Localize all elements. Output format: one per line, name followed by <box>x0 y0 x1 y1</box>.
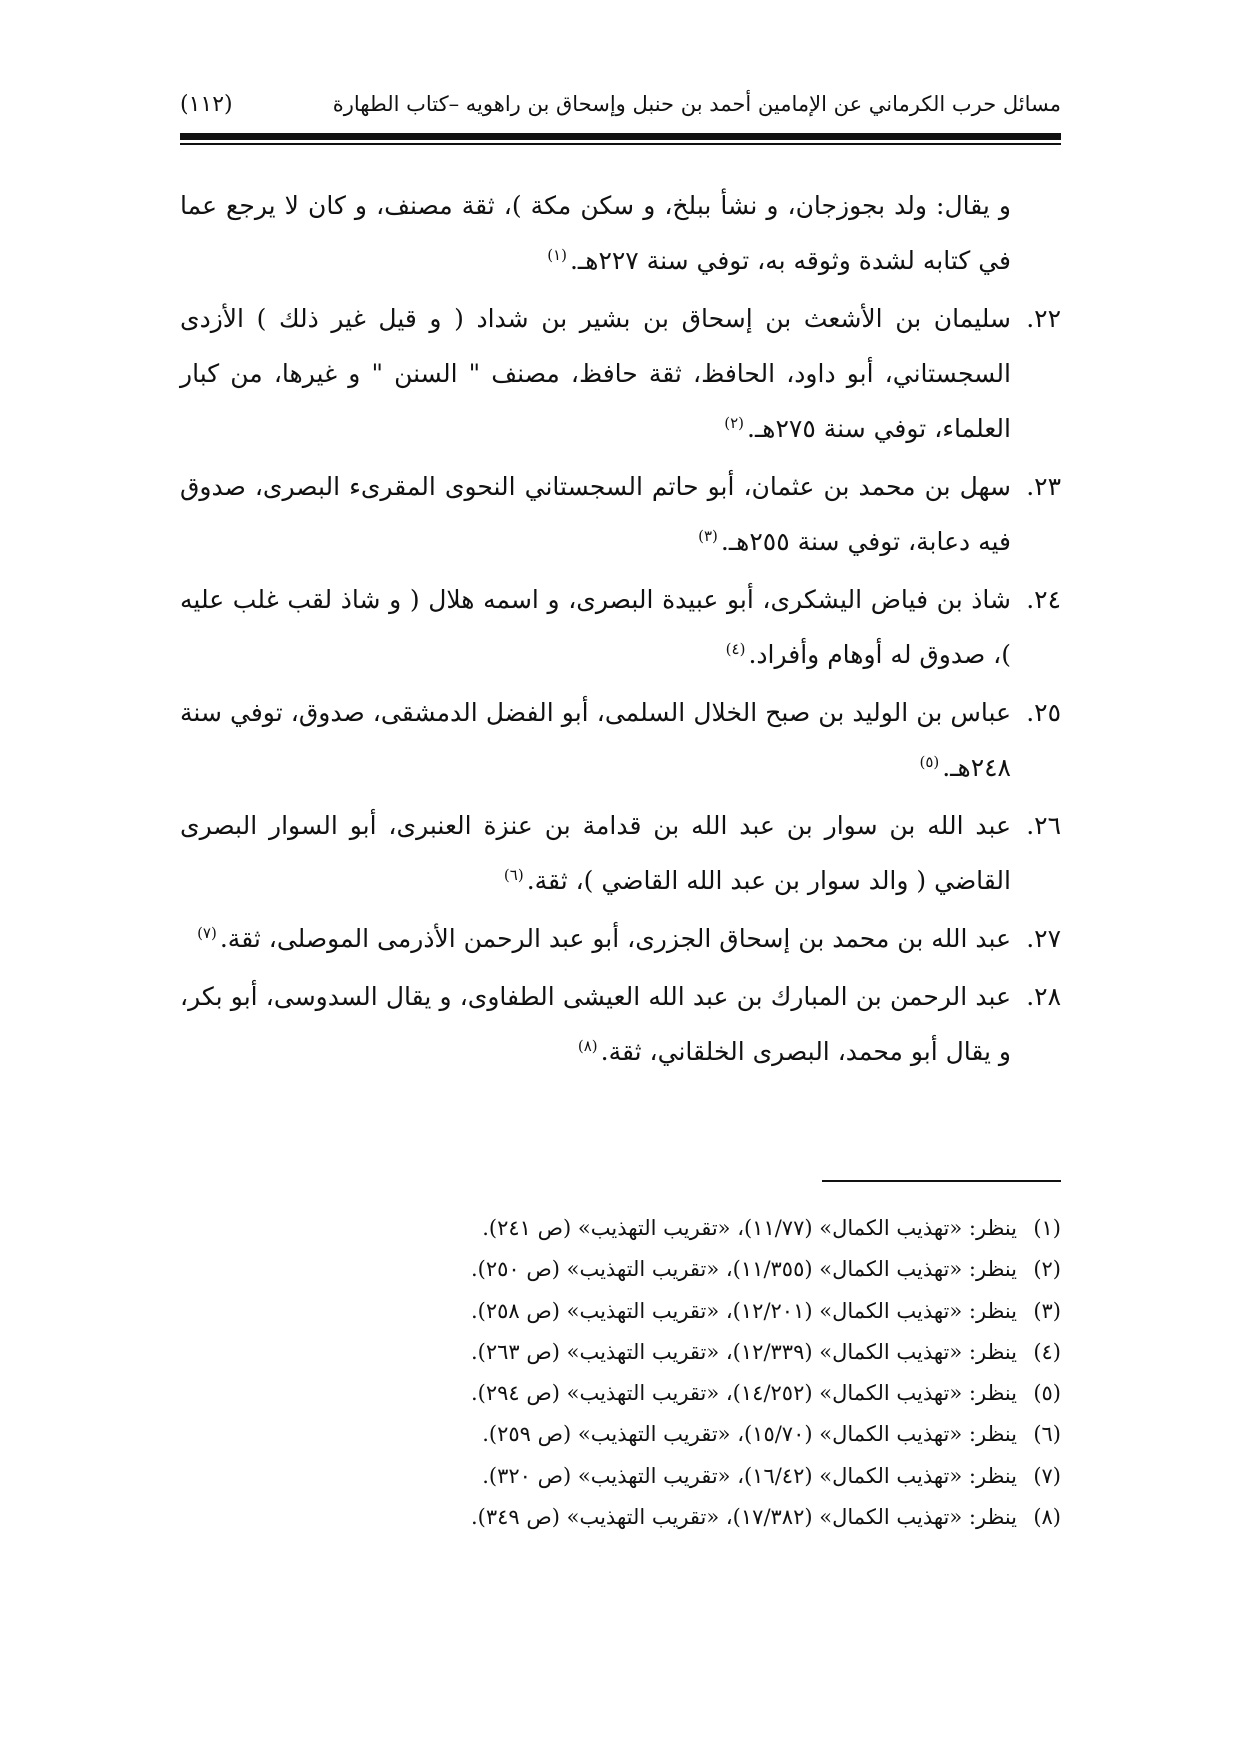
entry-24 <box>180 572 1061 682</box>
footnote-item <box>180 1208 1061 1249</box>
body-text <box>180 178 1061 1082</box>
footnote-item <box>180 1414 1061 1455</box>
entry-25 <box>180 685 1061 795</box>
entry-number: ٢٥. <box>1026 698 1061 727</box>
entry-22 <box>180 291 1061 456</box>
entry-number: ٢٧. <box>1026 924 1061 953</box>
footnote-ref: (٢) <box>724 413 745 432</box>
footnote-ref: (٧) <box>197 923 217 942</box>
entry-text: عباس بن الوليد بن صبح الخلال السلمى، أبو الفضل الدمشقى، صدوق، توفي سنة ٢٤٨هـ. <box>180 698 1011 782</box>
entry-text: سهل بن محمد بن عثمان، أبو حاتم السجستاني النحوى المقرىء البصرى، صدوق فيه دعابة، توفي سنة ٢٥٥هـ. <box>180 472 1011 556</box>
footnote-text: ينظر: «تهذيب الكمال» (١٢/٢٠١)، «تقريب التهذيب» (ص ٢٥٨). <box>470 1298 1017 1323</box>
footnote-number: (٣) <box>1033 1298 1061 1323</box>
entry-23 <box>180 459 1061 569</box>
footnote-text: ينظر: «تهذيب الكمال» (١٧/٣٨٢)، «تقريب التهذيب» (ص ٣٤٩). <box>470 1505 1017 1530</box>
entry-number: ٢٨. <box>1026 982 1061 1011</box>
footnote-number: (٧) <box>1033 1463 1061 1488</box>
entry-26 <box>180 798 1061 908</box>
footnote-separator <box>822 1180 1061 1182</box>
footnote-item <box>180 1332 1061 1373</box>
entry-text: عبد الله بن محمد بن إسحاق الجزرى، أبو عبد الرحمن الأذرمى الموصلى، ثقة. <box>219 924 1011 953</box>
footnote-ref: (١) <box>547 245 567 264</box>
entry-number: ٢٣. <box>1026 472 1061 501</box>
footnote-ref: (٨) <box>577 1036 598 1055</box>
header-rule-thin <box>180 143 1061 145</box>
footnote-ref: (٣) <box>698 526 718 545</box>
footnotes <box>180 1208 1061 1538</box>
entry-28 <box>180 969 1061 1079</box>
header-title: مسائل حرب الكرماني عن الإمامين أحمد بن حنبل وإسحاق بن راهويه –كتاب الطهارة <box>332 92 1061 116</box>
footnote-item <box>180 1456 1061 1497</box>
header-rule-thick <box>180 133 1061 140</box>
entry-number: ٢٤. <box>1026 585 1061 614</box>
footnote-number: (٦) <box>1033 1422 1061 1447</box>
footnote-text: ينظر: «تهذيب الكمال» (١١/٧٧)، «تقريب التهذيب» (ص ٢٤١). <box>482 1216 1017 1240</box>
footnote-item <box>180 1249 1061 1290</box>
footnote-number: (٨) <box>1033 1505 1061 1530</box>
footnote-text: ينظر: «تهذيب الكمال» (١٤/٢٥٢)، «تقريب التهذيب» (ص ٢٩٤). <box>470 1381 1017 1406</box>
running-header <box>180 84 1061 124</box>
entry-number: ٢٦. <box>1026 811 1061 840</box>
page-number: (١١٢) <box>180 91 233 117</box>
footnote-ref: (٥) <box>919 752 940 771</box>
footnote-item <box>180 1291 1061 1332</box>
entry-text: سليمان بن الأشعث بن إسحاق بن بشير بن شداد ( و قيل غير ذلك ) الأزدى السجستاني، أبو داود، الحافظ، ثقة حافظ، مصنف " السنن " و غيرها، من كبار العلماء، توفي سنة ٢٧٥هـ. <box>180 304 1011 443</box>
footnote-ref: (٦) <box>503 865 524 884</box>
entry-text: شاذ بن فياض اليشكرى، أبو عبيدة البصرى، و اسمه هلال ( و شاذ لقب غلب عليه )، صدوق له أوهام وأفراد. <box>180 585 1011 669</box>
footnote-item <box>180 1373 1061 1414</box>
entry-text: عبد الرحمن بن المبارك بن عبد الله العيشى الطفاوى، و يقال السدوسى، أبو بكر، و يقال أبو محمد، البصرى الخلقاني، ثقة. <box>180 982 1011 1066</box>
footnote-text: ينظر: «تهذيب الكمال» (١٢/٣٣٩)، «تقريب التهذيب» (ص ٢٦٣). <box>470 1339 1017 1364</box>
continuation-paragraph <box>180 178 1061 288</box>
entry-27 <box>180 911 1061 966</box>
footnote-number: (٤) <box>1033 1339 1061 1364</box>
continuation-text: و يقال: ولد بجوزجان، و نشأ ببلخ، و سكن مكة )، ثقة مصنف، و كان لا يرجع عما في كتابه لشدة وثوقه به، توفي سنة ٢٢٧هـ. <box>180 191 1011 275</box>
footnote-number: (٢) <box>1033 1257 1061 1282</box>
footnote-text: ينظر: «تهذيب الكمال» (١١/٣٥٥)، «تقريب التهذيب» (ص ٢٥٠). <box>470 1257 1017 1282</box>
footnote-text: ينظر: «تهذيب الكمال» (١٦/٤٢)، «تقريب التهذيب» (ص ٣٢٠). <box>482 1463 1017 1488</box>
entry-number: ٢٢. <box>1026 304 1061 333</box>
footnote-ref: (٤) <box>725 639 746 658</box>
footnote-number: (٥) <box>1033 1381 1061 1406</box>
footnote-item <box>180 1497 1061 1538</box>
footnote-number: (١) <box>1033 1216 1061 1240</box>
footnote-text: ينظر: «تهذيب الكمال» (١٥/٧٠)، «تقريب التهذيب» (ص ٢٥٩). <box>482 1422 1017 1447</box>
entry-text: عبد الله بن سوار بن عبد الله بن قدامة بن عنزة العنبرى، أبو السوار البصرى القاضي ( والد سوار بن عبد الله القاضي )، ثقة. <box>180 811 1011 895</box>
